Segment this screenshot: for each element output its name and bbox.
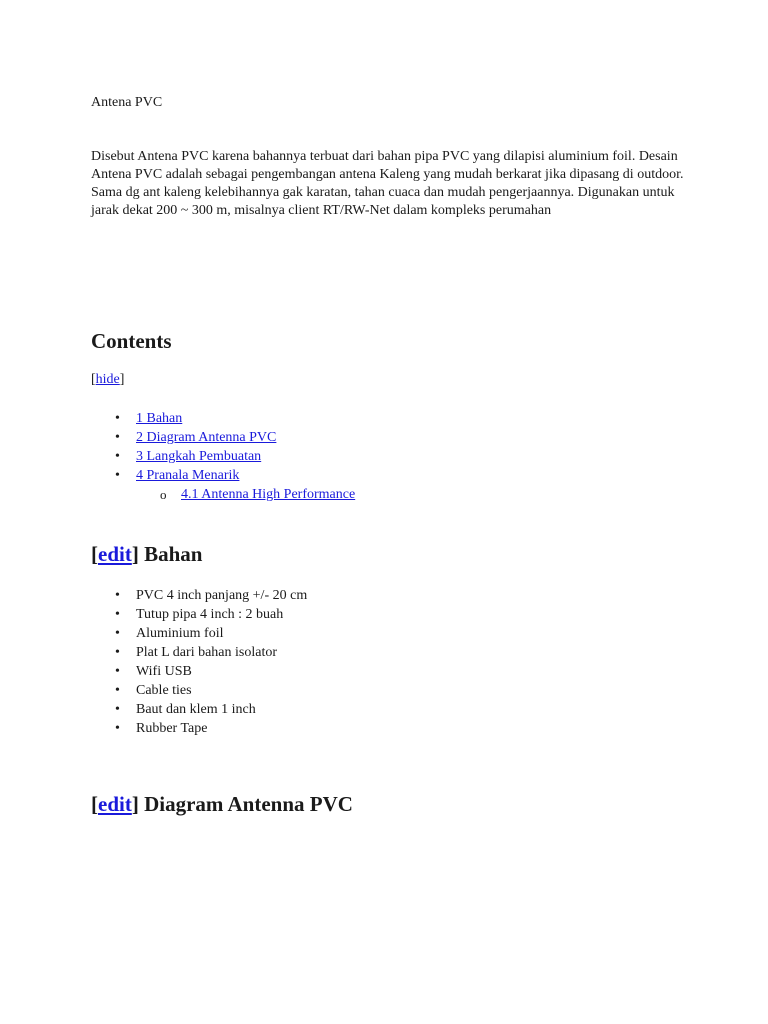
- section-heading-diagram: [edit] Diagram Antenna PVC: [91, 792, 353, 816]
- toc-item-pranala: [91, 466, 355, 485]
- bullet-icon: •: [115, 702, 120, 717]
- list-item: [91, 643, 307, 662]
- list-item: [91, 700, 307, 719]
- toc-link-high-performance[interactable]: 4.1 Antenna High Performance: [181, 487, 356, 502]
- list-item-text: PVC 4 inch panjang +/- 20 cm: [136, 588, 308, 603]
- list-item-text: Rubber Tape: [136, 721, 208, 736]
- toc-subitem-high-performance: [91, 485, 355, 504]
- list-item-text: Tutup pipa 4 inch : 2 buah: [136, 607, 284, 622]
- bullet-icon: •: [115, 430, 120, 445]
- toc-item-bahan: [91, 409, 355, 428]
- list-item-text: Wifi USB: [136, 664, 192, 679]
- toc-item-diagram: [91, 428, 355, 447]
- bullet-icon: •: [115, 683, 120, 698]
- bahan-list: [91, 586, 307, 738]
- bullet-icon: •: [115, 721, 120, 736]
- list-item: [91, 586, 307, 605]
- toc-link-diagram[interactable]: 2 Diagram Antenna PVC: [136, 430, 277, 445]
- list-item-text: Cable ties: [136, 683, 192, 698]
- toc-link-langkah[interactable]: 3 Langkah Pembuatan: [136, 449, 262, 464]
- list-item: [91, 662, 307, 681]
- toc-link-pranala[interactable]: 4 Pranala Menarik: [136, 468, 240, 483]
- bracket-close: ]: [119, 372, 125, 387]
- section-title-bahan: Bahan: [144, 542, 203, 566]
- bullet-icon: •: [115, 645, 120, 660]
- hide-link[interactable]: hide: [95, 372, 120, 387]
- list-item-text: Plat L dari bahan isolator: [136, 645, 277, 660]
- list-item: [91, 719, 307, 738]
- bullet-icon: •: [115, 664, 120, 679]
- list-item: [91, 605, 307, 624]
- bullet-icon: •: [115, 588, 120, 603]
- bullet-icon: •: [115, 607, 120, 622]
- toc-item-langkah: [91, 447, 355, 466]
- edit-link-bahan[interactable]: edit: [98, 542, 132, 566]
- bullet-icon: •: [115, 626, 120, 641]
- section-title-diagram: Diagram Antenna PVC: [144, 792, 353, 816]
- section-heading-bahan: [edit] Bahan: [91, 542, 203, 566]
- toc-link-bahan[interactable]: 1 Bahan: [136, 411, 183, 426]
- bracket-open: [: [91, 372, 96, 387]
- table-of-contents: [91, 409, 355, 504]
- list-item-text: Aluminium foil: [136, 626, 224, 641]
- bullet-icon: •: [115, 468, 120, 483]
- bullet-icon: •: [115, 449, 120, 464]
- sub-bullet-icon: o: [160, 487, 167, 502]
- toc-toggle: [91, 371, 124, 389]
- bullet-icon: •: [115, 411, 120, 426]
- list-item: [91, 681, 307, 700]
- contents-heading: Contents: [91, 329, 172, 353]
- list-item: [91, 624, 307, 643]
- intro-paragraph: Disebut Antena PVC karena bahannya terbuat dari bahan pipa PVC yang dilapisi aluminium foil. Desain Antena PVC adalah sebagai pengembangan antena Kaleng yang mudah berkarat jika dipasang di outdoor. Sama dg ant kaleng kelebihannya gak karatan, tahan cuaca dan mudah pengerjaannya. Digunakan untuk jarak dekat 200 ~ 300 m, misalnya client RT/RW-Net dalam kompleks perumahan: [91, 149, 684, 218]
- document-title: Antena PVC: [91, 95, 163, 110]
- edit-link-diagram[interactable]: edit: [98, 792, 132, 816]
- list-item-text: Baut dan klem 1 inch: [136, 702, 256, 717]
